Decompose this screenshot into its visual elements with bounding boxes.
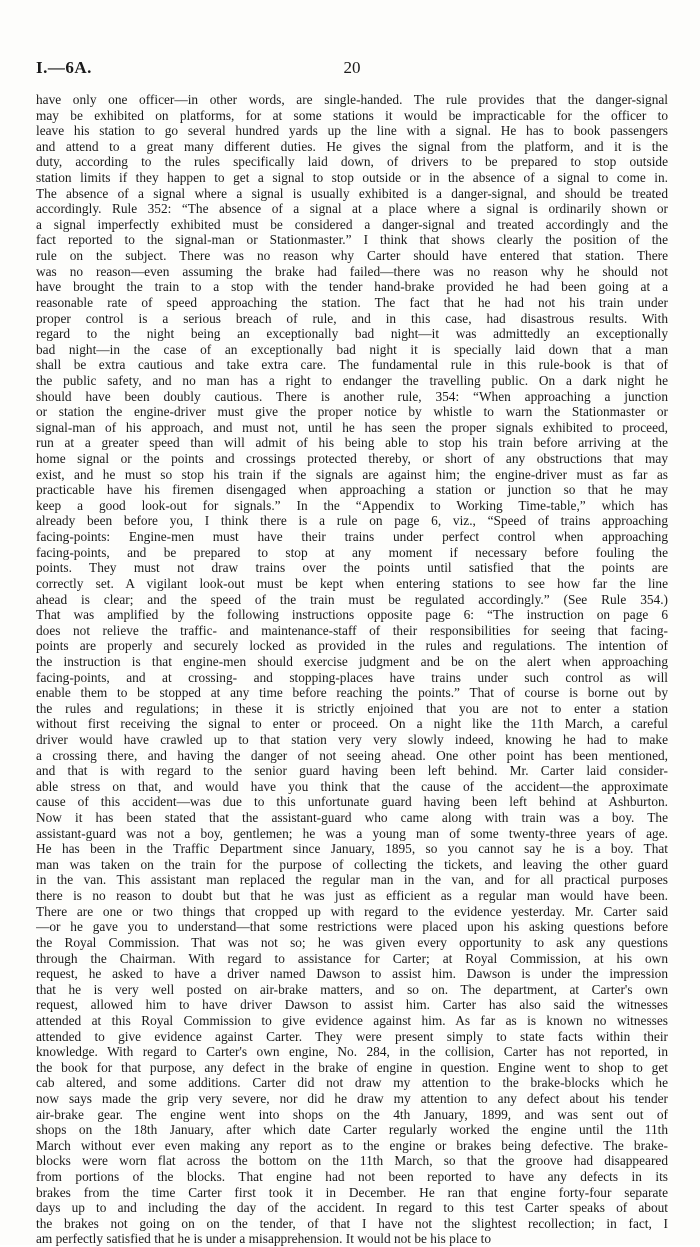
text-line: signal-man of his approach, and must not, until he has seen the proper signals exhibited to proceed, (36, 419, 668, 435)
text-line: assistant-guard was not a boy, gentlemen; he was a young man of some twenty-three years of age. (36, 825, 668, 841)
text-line: able stress on that, and would have you think that the cause of the accident—the approximate (36, 778, 668, 794)
text-line: blocks were worn flat across the bottom on the 11th March, so that the groove had disappeared (36, 1153, 668, 1169)
text-line: in the van. This assistant man replaced the regular man in the van, and for all practical purposes (36, 872, 668, 888)
text-line: the public safety, and no man has a right to endanger the travelling public. On a dark night he (36, 372, 668, 388)
text-line: run at a greater speed than will admit of his being able to stop his train before arriving at the (36, 435, 668, 451)
text-line: request, he asked to have a driver named Dawson to assist him. Dawson is under the impression (36, 966, 668, 982)
text-line: days up to and including the day of the accident. In regard to this test Carter speaks of about (36, 1200, 668, 1216)
text-line: duty, according to the rules specifically laid down, of drivers to be prepared to stop outside (36, 154, 668, 170)
text-line: already been before you, I think there is a rule on page 6, viz., “Speed of trains approaching (36, 513, 668, 529)
text-line: should have been doubly cautious. There is another rule, 354: “When approaching a junction (36, 388, 668, 404)
text-line: practicable have his firemen disengaged when approaching a station or junction so that he may (36, 482, 668, 498)
text-line: points are properly and securely locked as provided in the rules and regulations. The intention of (36, 638, 668, 654)
text-line: the instruction is that engine-men should exercise judgment and be on the alert when approaching (36, 653, 668, 669)
text-line: through the Chairman. With regard to assistance for Carter; at Royal Commission, at his own (36, 950, 668, 966)
text-line: attended to give evidence against Carter. They were present simply to state facts within their (36, 1028, 668, 1044)
text-line: Now it has been stated that the assistant-guard who came along with train was a boy. The (36, 810, 668, 826)
text-line: bad night—in the case of an exceptionally bad night it is specially laid down that a man (36, 341, 668, 357)
text-line: exist, and he must so stop his train if the signals are against him; the engine-driver must as far as (36, 466, 668, 482)
text-line: have brought the train to a stop with the tender hand-brake provided he had been going at a (36, 279, 668, 295)
text-line: brakes from the time Carter first took it in December. He ran that engine forty-four separate (36, 1184, 668, 1200)
page-header (36, 58, 668, 82)
text-line: that he is very well posted on air-brake matters, and so on. The department, at Carter's own (36, 981, 668, 997)
text-line: driver would have crawled up to that station very very slowly indeed, knowing he had to make (36, 731, 668, 747)
text-line: was no reason—even assuming the brake had failed—there was no reason why he should not (36, 263, 668, 279)
text-line: keep a good look-out for signals.” In the “Appendix to Working Time-table,” which has (36, 497, 668, 513)
text-line: or station the engine-driver must give the proper notice by whistle to warn the Stationmaster or (36, 404, 668, 420)
text-line: facing-points, and be prepared to stop at any moment if necessary before fouling the (36, 544, 668, 560)
text-line: knowledge. With regard to Carter's own engine, No. 284, in the collision, Carter has not reported, in (36, 1044, 668, 1060)
text-line: home signal or the points and crossings protected thereby, or short of any obstructions that may (36, 451, 668, 467)
text-line: rule on the subject. There was no reason why Carter should have entered that station. There (36, 248, 668, 264)
text-line: and that is with regard to the senior guard having been left behind. Mr. Carter laid consider- (36, 763, 668, 779)
text-line: there is no reason to doubt but that he was just as efficient as a regular man would have been. (36, 888, 668, 904)
text-line: man was taken on the train for the purpose of collecting the tickets, and leaving the other guard (36, 856, 668, 872)
text-line: March without ever even making any report as to the engine or brakes being defective. The brake- (36, 1137, 668, 1153)
text-line: reasonable rate of speed approaching the station. The fact that he had not his train under (36, 294, 668, 310)
text-line: facing-points: Engine-men must have their trains under perfect control when approaching (36, 529, 668, 545)
text-line: a crossing there, and having the danger of not seeing ahead. One other point has been mentioned, (36, 747, 668, 763)
text-line: and attend to a great many different duties. He gives the signal from the platform, and it is the (36, 138, 668, 154)
text-line: may be exhibited on platforms, for at some stations it would be impracticable for the officer to (36, 107, 668, 123)
text-line: facing-points, and at crossing- and stopping-places have trains under such control as will (36, 669, 668, 685)
page-number: 20 (343, 58, 361, 77)
text-line: enable them to be stopped at any time before reaching the points.” That of course is borne out by (36, 685, 668, 701)
text-line: without first receiving the signal to enter or proceed. On a night like the 11th March, a careful (36, 716, 668, 732)
text-line: —or he gave you to understand—that some restrictions were placed upon his asking questions before (36, 919, 668, 935)
text-line: The absence of a signal where a signal is usually exhibited is a danger-signal, and should be treated (36, 185, 668, 201)
text-line: shall be extra cautious and take extra care. The fundamental rule in this rule-book is that of (36, 357, 668, 373)
text-line: cause of this accident—was due to this unfortunate guard having been left behind at Ashburton. (36, 794, 668, 810)
text-line: a signal imperfectly exhibited must be considered a danger-signal and treated accordingly and the (36, 216, 668, 232)
text-line: He has been in the Traffic Department since January, 1895, so you cannot say he is a boy. That (36, 841, 668, 857)
text-line: That was amplified by the following instructions opposite page 6: “The instruction on page 6 (36, 607, 668, 623)
text-line: the book for that purpose, any defect in the brake of engine in question. Engine went to shop to get (36, 1059, 668, 1075)
text-line: points. They must not draw trains over the points until satisfied that the points are (36, 560, 668, 576)
text-line: the brakes not going on on the tender, of that I have not the slightest recollection; in fact, I (36, 1215, 668, 1231)
text-line: now says made the grip very severe, nor did he draw my attention to any defect about his tender (36, 1091, 668, 1106)
text-line: shops on the 18th January, after which date Carter regularly worked the engine until the 11th (36, 1122, 668, 1138)
text-line: cab altered, and some additions. Carter did not draw my attention to the brake-blocks which he (36, 1075, 668, 1091)
text-line: regard to the night being an exceptionally bad night—it was admittedly an exceptionally (36, 326, 668, 342)
text-line: the rules and regulations; in these it is strictly enjoined that you are not to enter a station (36, 700, 668, 716)
text-line: attended at this Royal Commission to give evidence against him. As far as is known no witnesses (36, 1012, 668, 1028)
document-reference: I.—6A. (36, 58, 92, 77)
text-line: air-brake gear. The engine went into shops on the 4th January, 1899, and was sent out of (36, 1106, 668, 1122)
text-line: ahead is clear; and the speed of the train must be regulated accordingly.” (See Rule 354.) (36, 591, 668, 607)
text-line: correctly set. A vigilant look-out must be kept when entering stations to see how far the line (36, 575, 668, 591)
text-line: have only one officer—in other words, are single-handed. The rule provides that the danger-signal (36, 92, 668, 107)
text-line: leave his station to go several hundred yards up the line with a signal. He has to book passengers (36, 123, 668, 139)
text-line: request, allowed him to have driver Dawson to assist him. Carter has also said the witnesses (36, 997, 668, 1013)
body-text (36, 92, 668, 1247)
text-line: station limits if they happen to get a signal to stop outside or in the absence of a signal to come in. (36, 170, 668, 186)
text-line: There are one or two things that cropped up with regard to the evidence yesterday. Mr. Carter said (36, 903, 668, 919)
text-line: accordingly. Rule 352: “The absence of a signal at a place where a signal is ordinarily shown or (36, 201, 668, 217)
text-line: does not relieve the traffic- and maintenance-staff of their responsibilities for seeing that facing- (36, 622, 668, 638)
text-line: fact reported to the signal-man or Stationmaster.” I think that shows clearly the position of the (36, 232, 668, 248)
text-line: from portions of the blocks. That engine had not been reported to have any defects in its (36, 1169, 668, 1185)
text-line: proper control is a serious breach of rule, and in this case, had disastrous results. With (36, 310, 668, 326)
text-line: am perfectly satisfied that he is under a misapprehension. It would not be his place to (36, 1231, 492, 1247)
text-line: the Royal Commission. That was not so; he was given every opportunity to ask any questions (36, 934, 668, 950)
